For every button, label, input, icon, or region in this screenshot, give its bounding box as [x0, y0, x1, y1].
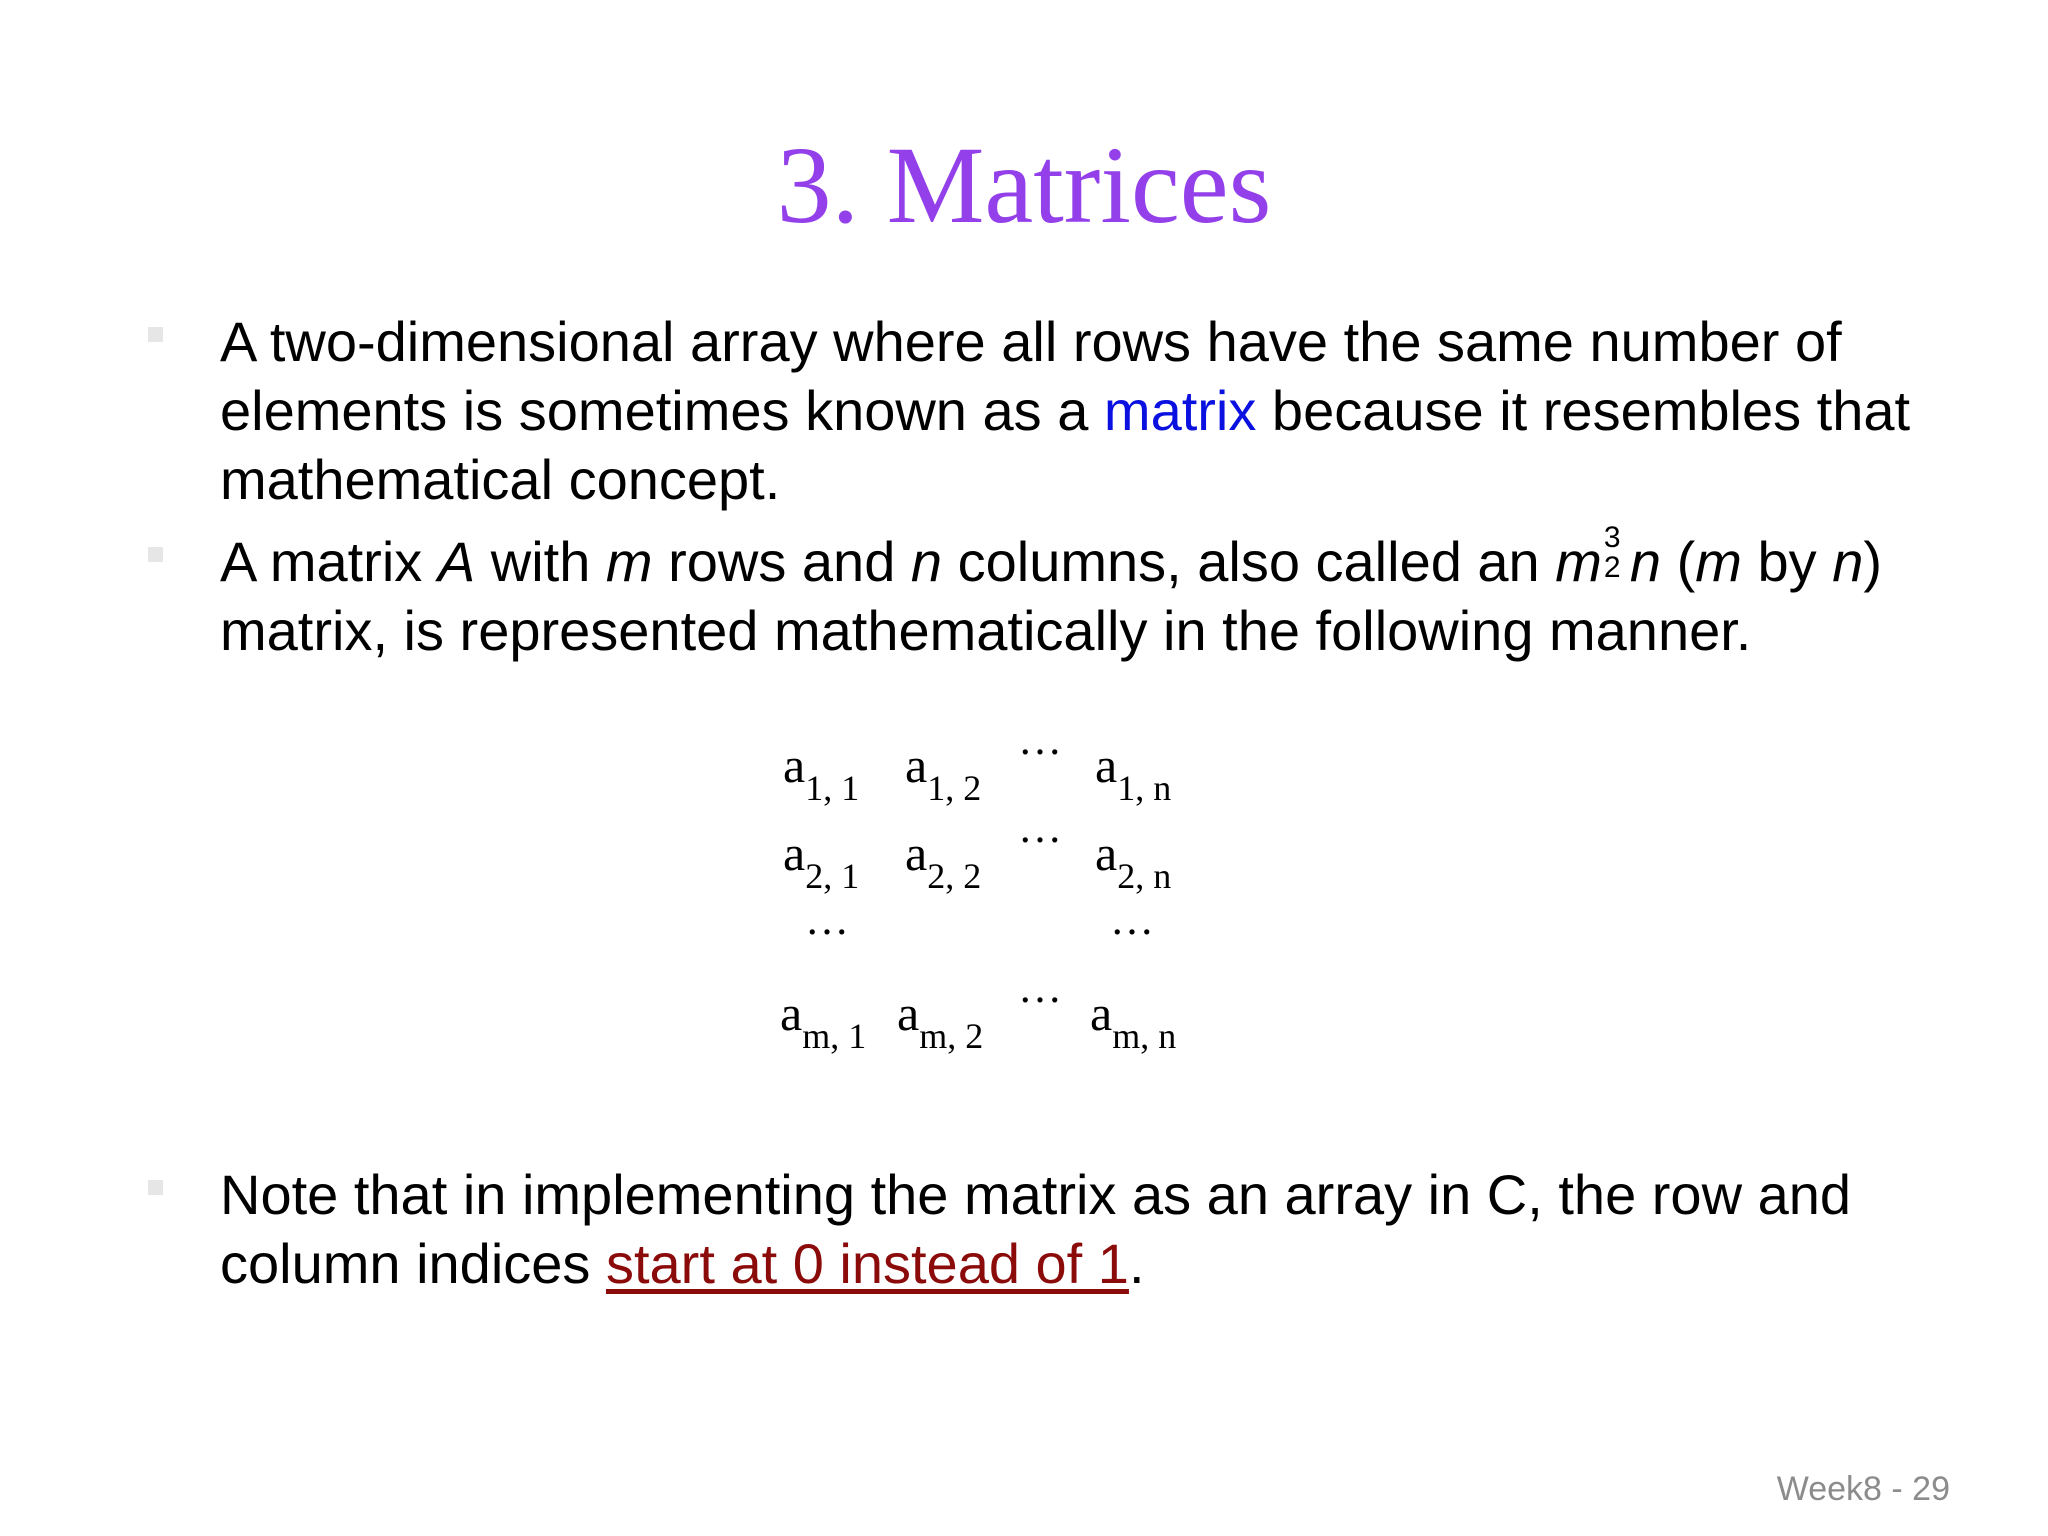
bullet-text: ) matrix, is represented mathematically in the following manner.	[220, 530, 1883, 662]
row-ellipsis: …	[1018, 715, 1064, 764]
matrix-cell	[897, 985, 984, 1056]
cell-subscript: 2, n	[1117, 856, 1172, 896]
cell-subscript: 2, 2	[927, 856, 982, 896]
symbol-subscript: 2	[1603, 551, 1621, 584]
bullet-square-icon	[148, 1180, 163, 1195]
cell-base: a	[1095, 737, 1118, 793]
matrix-cell	[905, 825, 982, 896]
bullet-text: columns, also called an	[942, 530, 1556, 593]
bullet-text: A two-dimensional array where all rows have the same number of elements is sometimes known as a	[220, 310, 1842, 442]
math-var: n	[1629, 530, 1662, 593]
row-ellipsis: …	[1018, 963, 1064, 1012]
matrix-cell	[783, 737, 860, 808]
cell-base: a	[780, 985, 803, 1041]
index-start-link[interactable]: start at 0 instead of 1	[605, 1232, 1129, 1295]
cell-subscript: 1, 1	[805, 768, 860, 808]
bullet-text: with	[475, 530, 606, 593]
bullet-text: Note that in implementing the matrix as an array in C, the row and column indices	[220, 1163, 1851, 1295]
bullet-text: rows and	[652, 530, 911, 593]
slide-number: Week8 - 29	[1776, 1470, 1950, 1508]
matrix-cell	[780, 985, 867, 1056]
matrix-cell	[1095, 825, 1172, 896]
matrix-cell	[1090, 985, 1177, 1056]
math-var: A	[437, 530, 476, 593]
cell-subscript: 1, 2	[927, 768, 982, 808]
math-var: n	[910, 530, 943, 593]
bullet-item	[220, 521, 1960, 665]
cell-base: a	[1095, 825, 1118, 881]
bullet-square-icon	[148, 327, 163, 342]
matrix-keyword: matrix	[1103, 379, 1257, 442]
cell-base: a	[1090, 985, 1113, 1041]
bullet-item	[220, 1160, 1960, 1298]
cell-subscript: 1, n	[1117, 768, 1172, 808]
bullet-text: because it resembles that mathematical concept.	[220, 379, 1911, 511]
bullet-text: by	[1741, 530, 1833, 593]
cell-subscript: m, 2	[919, 1016, 984, 1056]
slide-title: 3. Matrices	[776, 124, 1272, 246]
bullet-text: (	[1661, 530, 1696, 593]
cell-subscript: m, n	[1112, 1016, 1177, 1056]
column-ellipsis: …	[1110, 895, 1156, 944]
cell-base: a	[897, 985, 920, 1041]
matrix-cell	[1095, 737, 1172, 808]
math-var: n	[1832, 530, 1864, 593]
cell-subscript: 2, 1	[805, 856, 860, 896]
symbol-superscript: 3	[1603, 521, 1621, 554]
cell-base: a	[905, 737, 928, 793]
math-var: m	[1695, 530, 1742, 593]
times-symbol	[1602, 521, 1630, 596]
matrix-cell	[783, 825, 860, 896]
matrix-cell	[905, 737, 982, 808]
row-ellipsis: …	[1018, 803, 1064, 852]
math-var: m	[1555, 530, 1602, 593]
column-ellipsis: …	[805, 895, 851, 944]
cell-subscript: m, 1	[802, 1016, 867, 1056]
bullet-text: A matrix	[220, 530, 438, 593]
math-var: m	[605, 530, 653, 593]
bullet-item	[220, 307, 1960, 514]
cell-base: a	[783, 737, 806, 793]
cell-base: a	[783, 825, 806, 881]
cell-base: a	[905, 825, 928, 881]
bullet-text: .	[1128, 1232, 1145, 1295]
bullet-square-icon	[148, 547, 163, 562]
